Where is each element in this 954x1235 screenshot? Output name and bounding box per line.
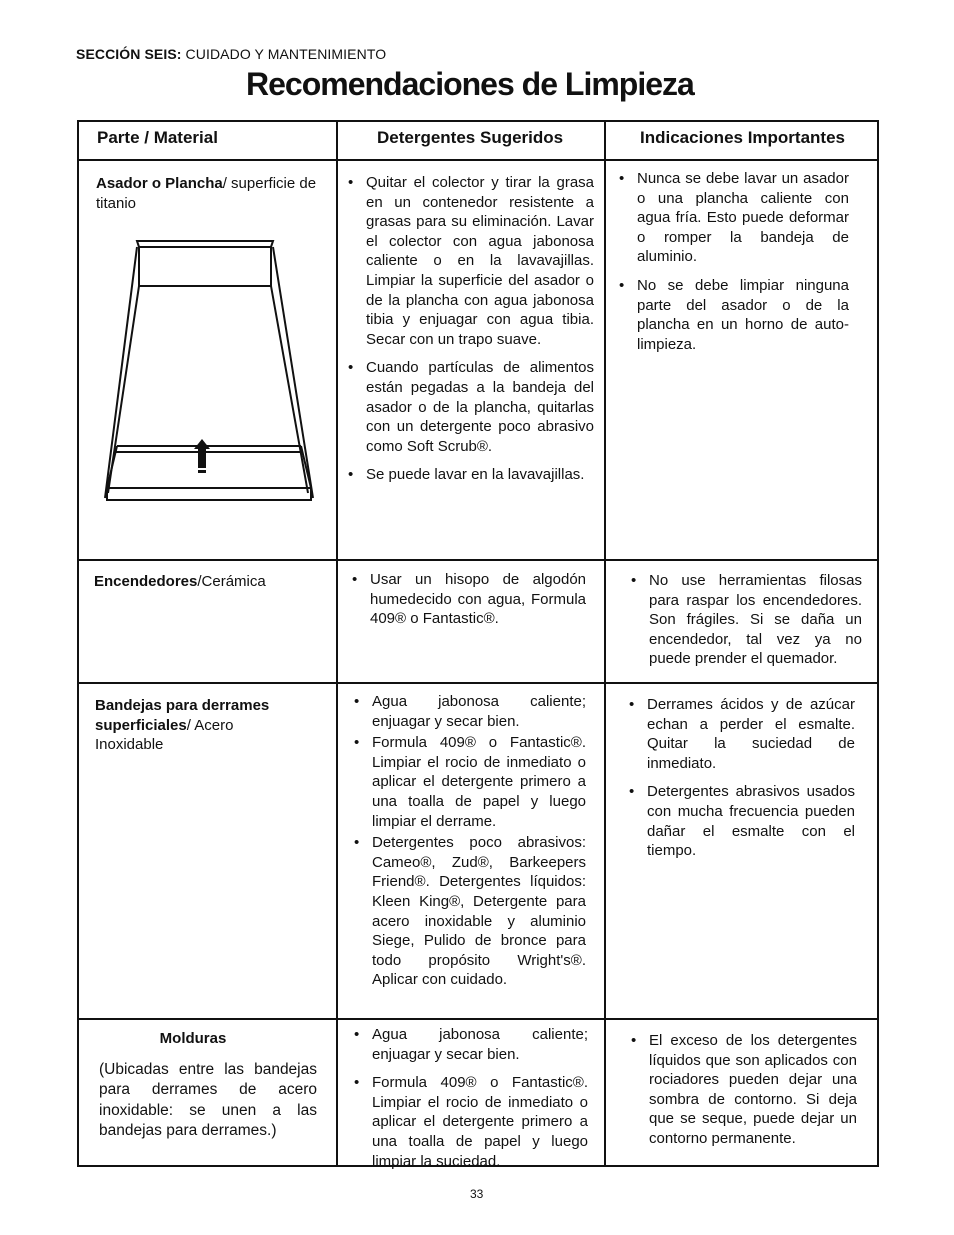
page-number: 33	[470, 1187, 484, 1201]
list-item: • Cuando partículas de alimentos están pegadas a la bandeja del asador o de la plancha, quitarlas con un detergente poco abrasivo como Soft Scrub®.	[346, 358, 594, 456]
part-material: / superficie de titanio	[96, 175, 317, 212]
list-item: • El exceso de los detergentes líquidos que son aplicados con rociadores pueden dejar una sombra de contorno. Si deja que se seque, puede dejar un contorno permanente.	[629, 1031, 857, 1149]
list-item: • No use herramientas filosas para raspar los encendedores. Son frágiles. Si se daña un encendedor, tal vez ya no puede prender el quemador.	[629, 571, 862, 669]
part-material: / Acero Inoxidable	[95, 716, 234, 754]
part-name: Asador o Plancha	[96, 175, 223, 192]
list-item: • Usar un hisopo de algodón humedecido con agua, Formula 409® o Fantastic®.	[350, 570, 586, 629]
detergents-cell	[350, 570, 586, 638]
column-header-detergents: Detergentes Sugeridos	[377, 128, 564, 147]
list-item: • Se puede lavar en la lavavajillas.	[346, 465, 594, 485]
detergents-cell	[352, 692, 586, 992]
row-divider	[79, 559, 877, 561]
column-divider	[336, 122, 338, 1167]
notes-cell	[617, 169, 849, 363]
detergents-cell	[346, 173, 594, 494]
list-item: • Agua jabonosa caliente; enjuagar y secar bien.	[352, 1025, 588, 1064]
list-item: • Nunca se debe lavar un asador o una plancha caliente con agua fría. Esto puede deformar o romper la bandeja de aluminio.	[617, 169, 849, 267]
notes-cell	[629, 1031, 857, 1158]
section-label: SECCIÓN SEIS:	[76, 46, 182, 62]
list-item: • No se debe limpiar ninguna parte del asador o de la plancha en un horno de auto-limpieza.	[617, 276, 849, 354]
part-name: Bandejas para derrames superficiales	[95, 697, 270, 734]
part-cell	[95, 696, 305, 755]
page-title: Recomendaciones de Limpieza	[246, 66, 694, 102]
section-heading	[76, 46, 386, 62]
part-name: Molduras	[159, 1030, 227, 1047]
part-cell	[96, 174, 326, 213]
header-divider	[79, 159, 877, 161]
part-cell	[99, 1029, 317, 1142]
list-item: • Detergentes abrasivos usados con mucha frecuencia pueden dañar el esmalte con el tiempo.	[627, 782, 855, 860]
notes-cell	[627, 695, 855, 870]
part-material: /Cerámica	[197, 573, 266, 590]
list-item: • Agua jabonosa caliente; enjuagar y secar bien.	[352, 692, 586, 731]
column-divider	[604, 122, 606, 1167]
grill-plate-illustration	[99, 238, 319, 508]
row-divider	[79, 1018, 877, 1020]
cleaning-table	[77, 120, 879, 1170]
part-name: Encendedores	[94, 573, 198, 590]
list-item: • Detergentes poco abrasivos: Cameo®, Zud®, Barkeepers Friend®. Detergentes líquidos: Kleen King®, Detergente para acero inoxidable y aluminio Siege, Pulido de bronce para todo propósito Wright's®. Aplicar con cuidado.	[352, 833, 586, 990]
detergents-cell	[352, 1025, 588, 1180]
list-item: • Derrames ácidos y de azúcar echan a perder el esmalte. Quitar la suciedad de inmediato.	[627, 695, 855, 773]
part-note: (Ubicadas entre las bandejas para derrames de acero inoxidable: se unen a las bandejas para derrames.)	[99, 1060, 317, 1140]
part-cell	[94, 572, 324, 592]
notes-cell	[629, 571, 862, 678]
column-header-notes: Indicaciones Importantes	[640, 128, 845, 147]
list-item: • Formula 409® o Fantastic®. Limpiar el rocio de inmediato o aplicar el detergente primero a una toalla de papel y luego limpiar la suciedad.	[352, 1073, 588, 1171]
list-item: • Quitar el colector y tirar la grasa en un contenedor resistente a grasas para su eliminación. Lavar el colector con agua jabonosa caliente o en la lavavajillas. Limpiar la superficie del asador o de la plancha con agua jabonosa tibia y enjuagar con agua tibia. Secar con un trapo suave.	[346, 173, 594, 349]
column-header-part: Parte / Material	[97, 128, 218, 147]
list-item: • Formula 409® o Fantastic®. Limpiar el rocio de inmediato o aplicar el detergente primero a una toalla de papel y luego limpiar el derrame.	[352, 733, 586, 831]
row-divider	[79, 682, 877, 684]
section-name: CUIDADO Y MANTENIMIENTO	[185, 46, 387, 62]
